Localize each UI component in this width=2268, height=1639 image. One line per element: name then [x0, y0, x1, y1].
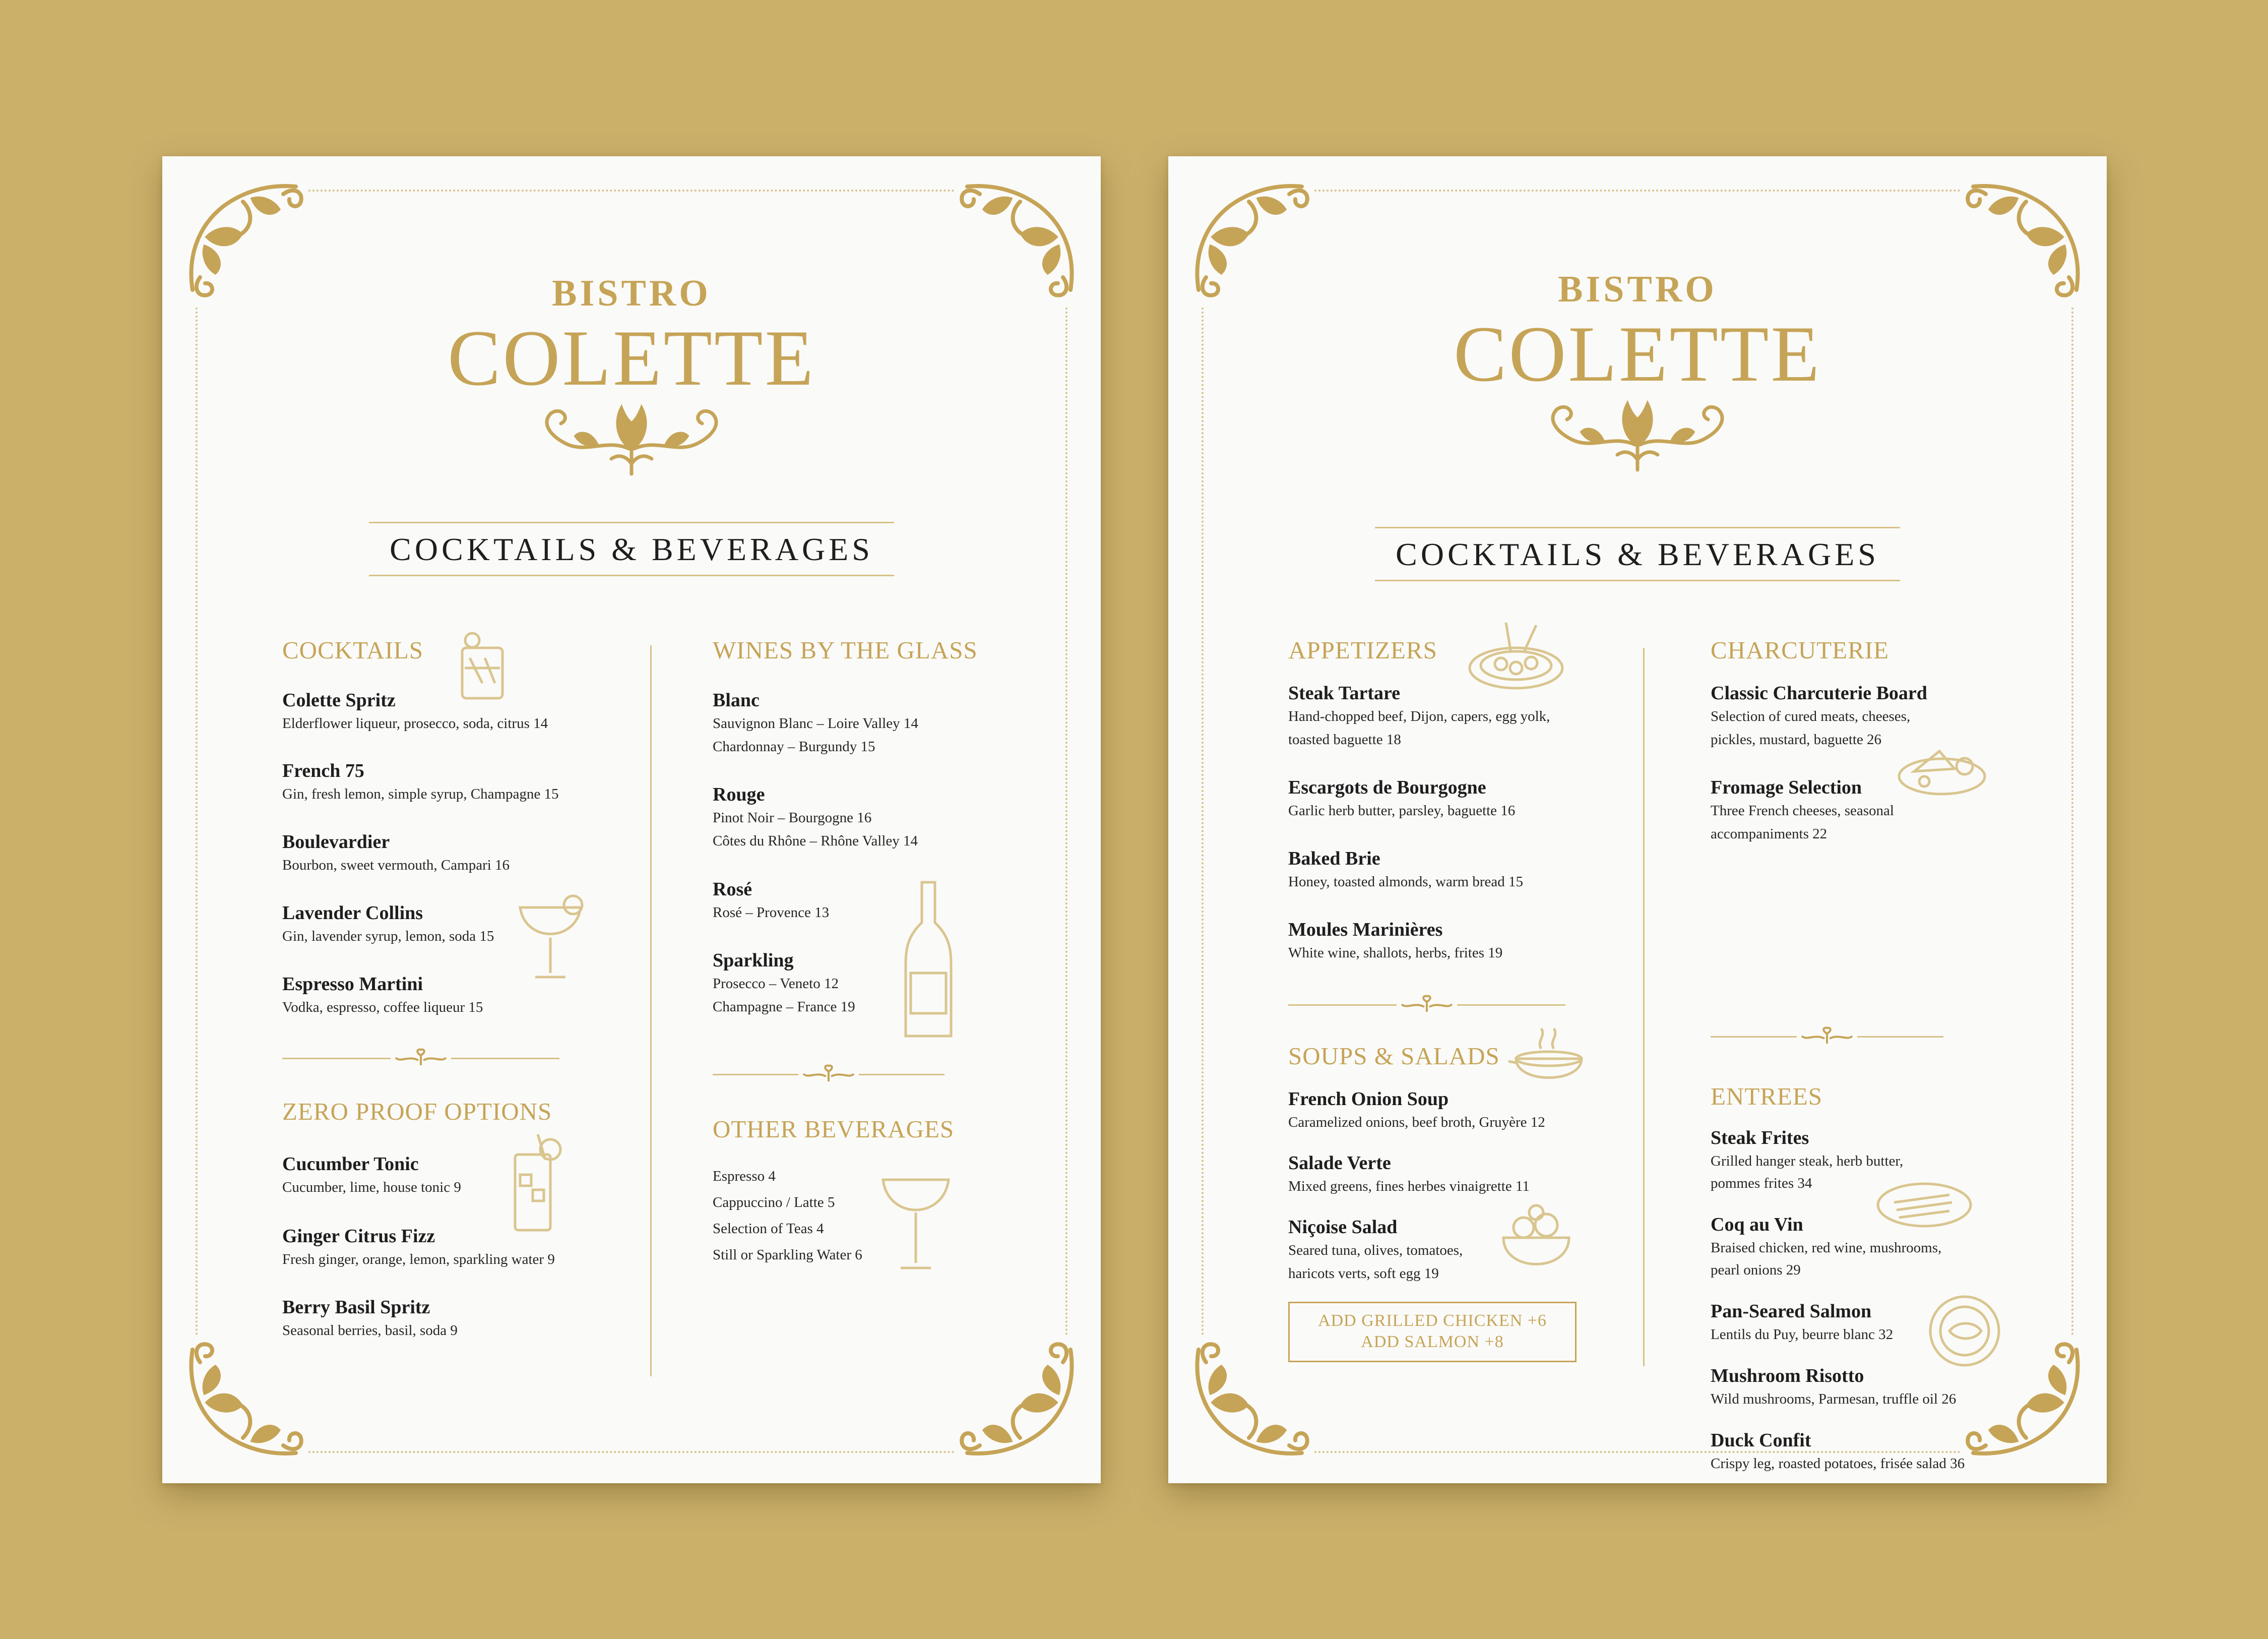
- menu-item-desc: Lentils du Puy, beurre blanc 32: [1711, 1326, 1894, 1343]
- menu-item-name: Berry Basil Spritz: [282, 1297, 430, 1318]
- cheese-board-icon: [1894, 731, 1990, 802]
- menu-item-desc: Vodka, espresso, coffee liqueur 15: [282, 999, 483, 1015]
- menu-item-name: Salade Verte: [1288, 1152, 1391, 1174]
- title-rule-top: [1375, 527, 1900, 528]
- wine-line: Rosé – Provence 13: [713, 904, 830, 921]
- brand-colette: COLETTE: [1453, 310, 1822, 398]
- menu-item-name: Coq au Vin: [1711, 1214, 1803, 1235]
- menu-page-right: [1168, 156, 2107, 1483]
- wine-group-name: Rosé: [713, 879, 752, 900]
- ornament-icon: [1797, 1026, 1857, 1046]
- ornament-icon: [391, 1048, 451, 1068]
- menu-item-desc: Grilled hanger steak, herb butter,: [1711, 1153, 1904, 1169]
- ornament-divider: [282, 1048, 559, 1068]
- beverage-line: Cappuccino / Latte 5: [713, 1194, 835, 1210]
- menu-item-desc: Crispy leg, roasted potatoes, frisée salad 36: [1711, 1455, 1965, 1472]
- menu-item-name: Mushroom Risotto: [1711, 1365, 1864, 1386]
- wine-line: Côtes du Rhône – Rhône Valley 14: [713, 833, 918, 849]
- menu-item-name: Steak Tartare: [1288, 683, 1401, 704]
- highball-glass-icon: [505, 1129, 565, 1235]
- ornament-icon: [1397, 994, 1457, 1014]
- wine-line: Sauvignon Blanc – Loire Valley 14: [713, 715, 918, 732]
- frame-right: [2071, 308, 2073, 1336]
- tulip-crest-icon: [1537, 389, 1738, 475]
- addon-chicken: ADD GRILLED CHICKEN +6: [1318, 1311, 1547, 1330]
- menu-item-name: Fromage Selection: [1711, 777, 1862, 798]
- tulip-crest-icon: [531, 393, 732, 479]
- salmon-plate-icon: [1927, 1293, 2002, 1369]
- ornament-divider: [1288, 994, 1565, 1014]
- addon-salmon: ADD SALMON +8: [1361, 1332, 1504, 1351]
- column-divider: [1643, 648, 1645, 1366]
- menu-item-desc: accompaniments 22: [1711, 826, 1828, 842]
- menu-item-name: Ginger Citrus Fizz: [282, 1226, 435, 1247]
- section-heading-charcuterie: CHARCUTERIE: [1711, 636, 1889, 664]
- beverage-line: Still or Sparkling Water 6: [713, 1247, 862, 1263]
- wine-group-name: Rouge: [713, 784, 765, 805]
- frame-right: [1065, 308, 1067, 1336]
- menu-item-name: Moules Marinières: [1288, 919, 1443, 940]
- section-heading-appetizers: APPETIZERS: [1288, 636, 1437, 664]
- menu-item-name: Pan-Seared Salmon: [1711, 1301, 1872, 1322]
- addon-box: [1288, 1302, 1577, 1362]
- menu-item-desc: Seasonal berries, basil, soda 9: [282, 1322, 458, 1339]
- title-rule-top: [369, 522, 894, 523]
- menu-item-desc: pommes frites 34: [1711, 1175, 1812, 1191]
- section-heading-zero-proof: ZERO PROOF OPTIONS: [282, 1098, 552, 1125]
- wine-bottle-icon: [901, 877, 956, 1044]
- section-heading-other-beverages: OTHER BEVERAGES: [713, 1115, 955, 1143]
- steak-plate-icon: [1874, 1175, 1975, 1230]
- wine-line: Chardonnay – Burgundy 15: [713, 739, 875, 755]
- wine-line: Champagne – France 19: [713, 999, 855, 1015]
- page-title: COCKTAILS & BEVERAGES: [1396, 536, 1879, 572]
- ornament-icon: [798, 1064, 859, 1084]
- beverage-line: Espresso 4: [713, 1168, 776, 1184]
- menu-item-name: Boulevardier: [282, 831, 390, 853]
- menu-item-name: Espresso Martini: [282, 974, 423, 995]
- menu-item-desc: pearl onions 29: [1711, 1262, 1801, 1278]
- wine-group-name: Sparkling: [713, 950, 794, 971]
- page-title: COCKTAILS & BEVERAGES: [390, 531, 873, 567]
- brand-colette: COLETTE: [447, 314, 816, 402]
- menu-item-name: French 75: [282, 760, 364, 781]
- cocktail-glass-icon: [455, 628, 510, 703]
- menu-item-desc: Bourbon, sweet vermouth, Campari 16: [282, 857, 510, 873]
- frame-top: [308, 190, 955, 192]
- menu-item-desc: Gin, lavender syrup, lemon, soda 15: [282, 928, 494, 944]
- menu-item-name: Steak Frites: [1711, 1127, 1809, 1148]
- menu-item-name: Lavender Collins: [282, 902, 423, 924]
- menu-item-desc: Honey, toasted almonds, warm bread 15: [1288, 874, 1524, 890]
- menu-item-name: Escargots de Bourgogne: [1288, 777, 1486, 798]
- wine-group-name: Blanc: [713, 690, 760, 711]
- menu-item-name: Colette Spritz: [282, 690, 396, 711]
- flourish-corner-icon: [177, 1337, 308, 1468]
- ornament-divider: [713, 1064, 944, 1084]
- wine-line: Pinot Noir – Bourgogne 16: [713, 810, 872, 826]
- brand-bistro: BISTRO: [552, 273, 711, 314]
- coupe-glass-icon: [515, 887, 586, 983]
- menu-item-desc: Three French cheeses, seasonal: [1711, 803, 1894, 819]
- menu-item-desc: Gin, fresh lemon, simple syrup, Champagne 15: [282, 786, 559, 802]
- title-rule-bottom: [369, 575, 894, 576]
- title-rule-bottom: [1375, 580, 1900, 581]
- soup-bowl-icon: [1506, 1023, 1592, 1089]
- flourish-corner-icon: [955, 1337, 1086, 1468]
- menu-item-desc: Cucumber, lime, house tonic 9: [282, 1179, 461, 1195]
- menu-item-name: Baked Brie: [1288, 848, 1380, 869]
- coupe-glass-icon: [878, 1170, 954, 1276]
- menu-item-desc: White wine, shallots, herbs, frites 19: [1288, 945, 1503, 961]
- frame-bottom: [308, 1451, 955, 1453]
- frame-left: [1202, 308, 1204, 1336]
- menu-item-desc: Elderflower liqueur, prosecco, soda, citrus 14: [282, 715, 548, 732]
- menu-item-desc: pickles, mustard, baguette 26: [1711, 732, 1882, 748]
- menu-item-name: Niçoise Salad: [1288, 1217, 1398, 1238]
- salad-bowl-icon: [1498, 1200, 1574, 1276]
- menu-item-name: Classic Charcuterie Board: [1711, 683, 1927, 704]
- ornament-divider: [1711, 1026, 1943, 1046]
- section-heading-cocktails: COCKTAILS: [282, 636, 424, 664]
- menu-item-desc: Mixed greens, fines herbes vinaigrette 11: [1288, 1178, 1530, 1194]
- brand-bistro: BISTRO: [1558, 269, 1717, 310]
- menu-item-desc: Seared tuna, olives, tomatoes,: [1288, 1242, 1463, 1258]
- menu-item-desc: Selection of cured meats, cheeses,: [1711, 708, 1911, 724]
- frame-top: [1314, 190, 1961, 192]
- frame-left: [196, 308, 198, 1336]
- menu-item-desc: toasted baguette 18: [1288, 732, 1401, 748]
- menu-page-left: [162, 156, 1101, 1483]
- menu-item-desc: Fresh ginger, orange, lemon, sparkling water 9: [282, 1251, 555, 1267]
- menu-item-name: Cucumber Tonic: [282, 1154, 419, 1175]
- menu-item-desc: Wild mushrooms, Parmesan, truffle oil 26: [1711, 1391, 1957, 1407]
- wine-line: Prosecco – Veneto 12: [713, 976, 839, 992]
- menu-item-name: French Onion Soup: [1288, 1088, 1449, 1110]
- menu-item-desc: Caramelized onions, beef broth, Gruyère 12: [1288, 1114, 1545, 1130]
- section-heading-entrees: ENTREES: [1711, 1082, 1823, 1110]
- menu-item-desc: Braised chicken, red wine, mushrooms,: [1711, 1240, 1942, 1256]
- menu-item-desc: haricots verts, soft egg 19: [1288, 1265, 1439, 1282]
- appetizer-plate-icon: [1466, 618, 1566, 693]
- menu-item-desc: Garlic herb butter, parsley, baguette 16: [1288, 803, 1516, 819]
- menu-item-desc: Hand-chopped beef, Dijon, capers, egg yolk,: [1288, 708, 1550, 724]
- section-heading-soups-salads: SOUPS & SALADS: [1288, 1042, 1500, 1070]
- menu-item-name: Duck Confit: [1711, 1430, 1811, 1451]
- beverage-line: Selection of Teas 4: [713, 1221, 824, 1237]
- section-heading-wines: WINES BY THE GLASS: [713, 636, 978, 664]
- column-divider: [650, 645, 652, 1376]
